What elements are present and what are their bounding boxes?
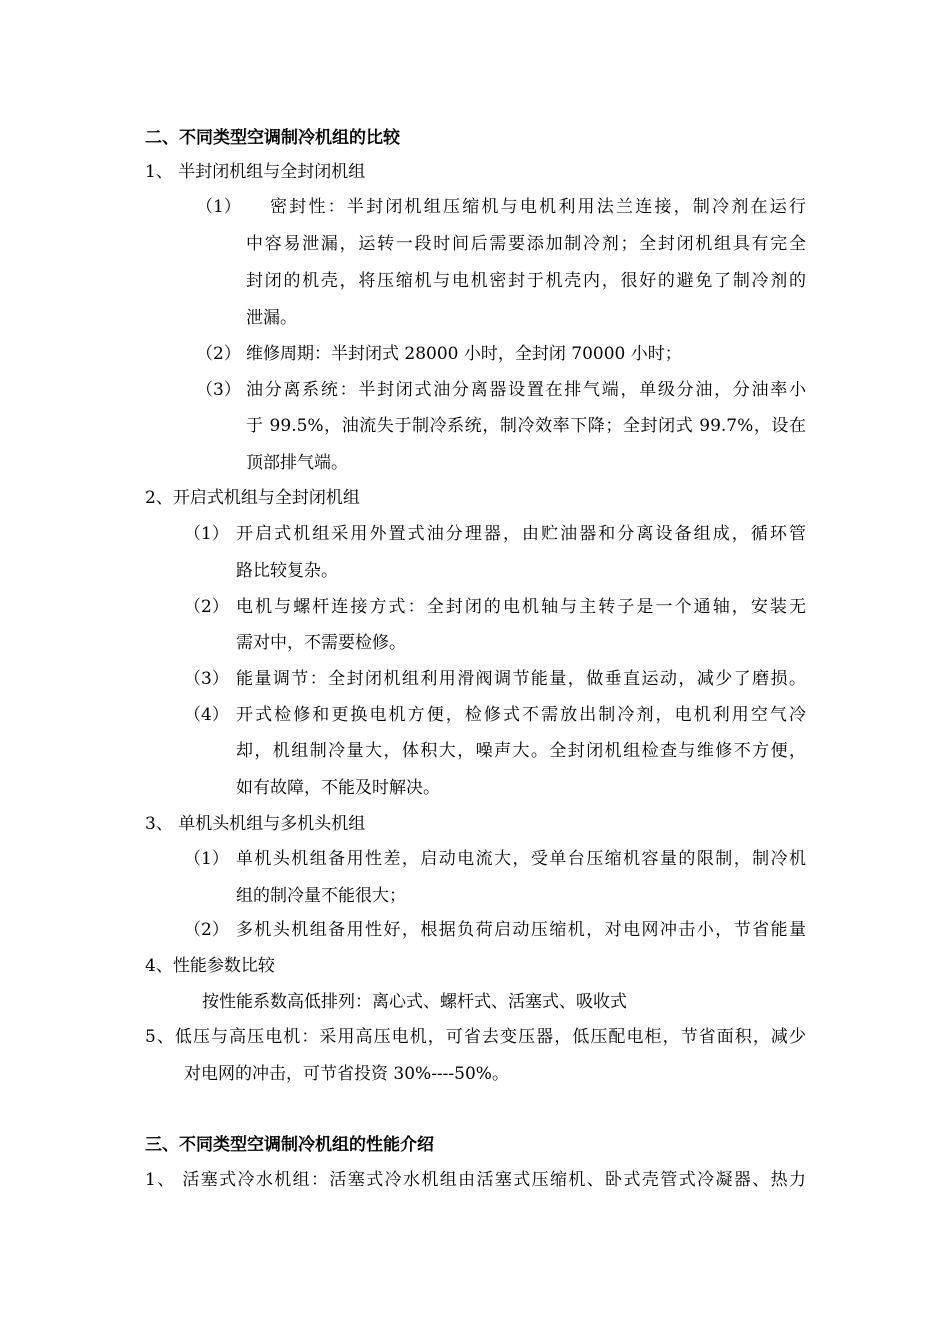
paragraph-line: 电机与螺杆连接方式：全封闭的电机轴与主转子是一个通轴，安装无 — [236, 597, 806, 617]
subsection-3-title: 3、 单机头机组与多机头机组 — [145, 814, 366, 834]
paragraph-line: 泄漏。 — [246, 308, 297, 328]
subsection-4-title: 4、性能参数比较 — [145, 956, 275, 976]
paragraph-line: 中容易泄漏，运转一段时间后需要添加制冷剂；全封闭机组具有完全 — [246, 234, 806, 254]
paragraph-line: 多机头机组备用性好，根据负荷启动压缩机，对电网冲击小，节省能量 — [236, 920, 806, 940]
paragraph-line: 密封性：半封闭机组压缩机与电机利用法兰连接，制冷剂在运行 — [270, 197, 806, 217]
item-number: （3） — [196, 380, 241, 400]
item-number: （4） — [184, 705, 229, 725]
paragraph-line: 需对中，不需要检修。 — [236, 633, 406, 653]
subsection-1-title: 1、 半封闭机组与全封闭机组 — [145, 162, 366, 182]
paragraph-line: 如有故障，不能及时解决。 — [236, 778, 440, 798]
paragraph-line: 油分离系统：半封闭式油分离器设置在排气端，单级分油，分油率小 — [246, 380, 806, 400]
item-number: （1） — [184, 849, 229, 869]
paragraph-line: 于 99.5%，油流失于制冷系统，制冷效率下降；全封闭式 99.7%，设在 — [246, 416, 806, 436]
paragraph-line: 顶部排气端。 — [246, 453, 348, 473]
subsection-2-title: 2、开启式机组与全封闭机组 — [145, 488, 360, 508]
item-number: （2） — [184, 597, 229, 617]
item-number: （1） — [184, 524, 229, 544]
section-3-heading: 三、不同类型空调制冷机组的性能介绍 — [145, 1135, 434, 1155]
item-number: （1） — [196, 197, 241, 217]
paragraph-line: 开启式机组采用外置式油分理器，由贮油器和分离设备组成，循环管 — [236, 524, 806, 544]
paragraph-line: 路比较复杂。 — [236, 561, 338, 581]
item-number: （3） — [184, 669, 229, 689]
section-2-heading: 二、不同类型空调制冷机组的比较 — [145, 128, 400, 148]
paragraph-line: 单机头机组备用性差，启动电流大，受单台压缩机容量的限制，制冷机 — [236, 849, 806, 869]
subsection-5-line: 5、低压与高压电机：采用高压电机，可省去变压器，低压配电柜，节省面积，减少 — [145, 1027, 806, 1047]
paragraph-line: 1、 活塞式冷水机组：活塞式冷水机组由活塞式压缩机、卧式壳管式冷凝器、热力 — [145, 1170, 806, 1190]
paragraph-line: 按性能系数高低排列：离心式、螺杆式、活塞式、吸收式 — [202, 992, 627, 1012]
item-number: （2） — [184, 920, 229, 940]
paragraph-line: 封闭的机壳，将压缩机与电机密封于机壳内，很好的避免了制冷剂的 — [246, 271, 806, 291]
paragraph-line: 能量调节：全封闭机组利用滑阀调节能量，做垂直运动，减少了磨损。 — [236, 669, 806, 689]
paragraph-line: 组的制冷量不能很大； — [236, 886, 406, 906]
paragraph-line: 对电网的冲击，可节省投资 30%----50%。 — [184, 1064, 509, 1084]
paragraph-line: 开式检修和更换电机方便，检修式不需放出制冷剂，电机利用空气冷 — [236, 705, 806, 725]
item-number: （2） — [196, 344, 241, 364]
paragraph-line: 却，机组制冷量大，体积大，噪声大。全封闭机组检查与维修不方便， — [236, 741, 806, 761]
paragraph-line: 维修周期：半封闭式 28000 小时，全封闭 70000 小时； — [246, 344, 682, 364]
